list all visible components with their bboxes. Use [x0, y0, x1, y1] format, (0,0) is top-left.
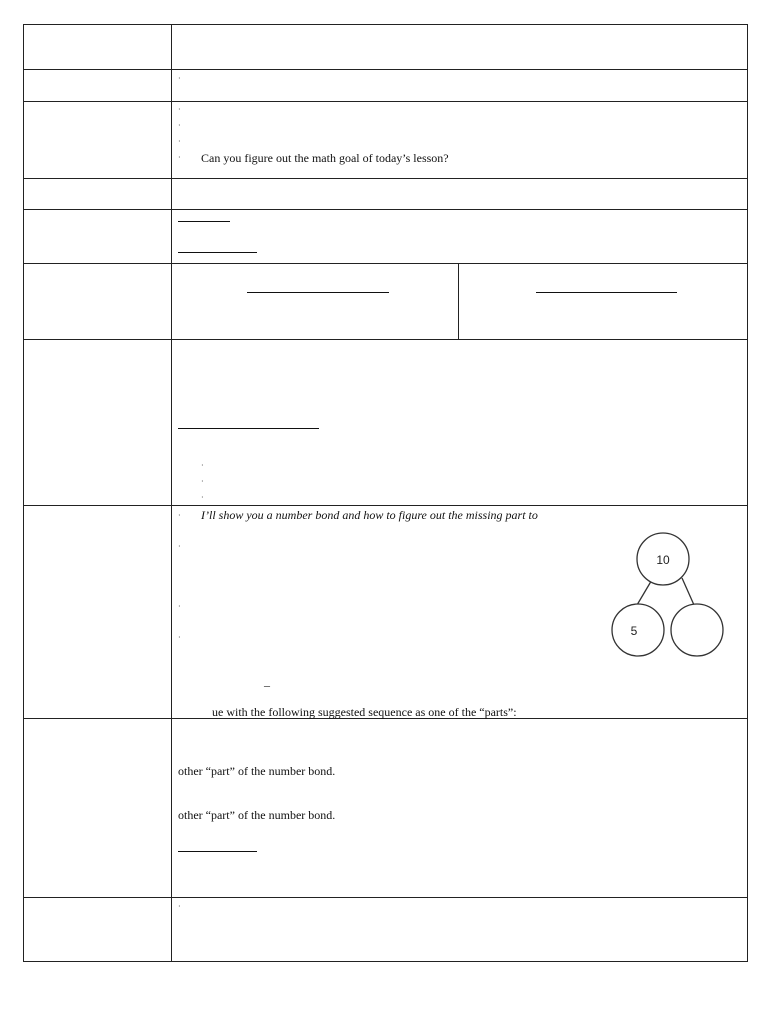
- missing-part-circle[interactable]: [671, 604, 723, 656]
- lesson-goal-question: Can you figure out the math goal of today’s lesson?: [201, 151, 449, 165]
- whole-value: 10: [656, 553, 670, 567]
- dash-mark: –: [264, 678, 270, 692]
- known-part-circle: [612, 604, 664, 656]
- bullet: ·: [201, 461, 204, 470]
- bullet: ·: [178, 511, 181, 520]
- bullet: ·: [201, 477, 204, 486]
- row-divider: [23, 209, 748, 210]
- table-border-top: [23, 24, 748, 25]
- bullet: ·: [201, 493, 204, 502]
- row-divider: [23, 263, 748, 264]
- row-divider: [23, 897, 748, 898]
- split-cell-divider: [458, 263, 459, 340]
- sequence-instruction: ue with the following suggested sequence as one of the “parts”:: [212, 705, 517, 719]
- blank-underline: [178, 428, 319, 429]
- column-divider: [171, 24, 172, 962]
- blank-underline: [178, 221, 230, 222]
- number-bond-part-line: other “part” of the number bond.: [178, 764, 336, 778]
- row-divider: [23, 69, 748, 70]
- blank-underline: [178, 252, 257, 253]
- table-border-right: [747, 24, 748, 962]
- table-border-left: [23, 24, 24, 962]
- number-bond-diagram: [608, 532, 728, 662]
- blank-underline: [536, 292, 677, 293]
- bullet: ·: [178, 153, 181, 162]
- number-bond-intro: I’ll show you a number bond and how to figure out the missing part to: [201, 508, 538, 522]
- number-bond-part-line: other “part” of the number bond.: [178, 808, 336, 822]
- bullet: ·: [178, 121, 181, 130]
- known-part-value: 5: [630, 624, 638, 638]
- bullet: ·: [178, 602, 181, 611]
- table-border-bottom: [23, 961, 748, 962]
- bullet: ·: [178, 902, 181, 911]
- bond-connector: [682, 578, 694, 605]
- bullet: ·: [178, 74, 181, 83]
- row-divider: [23, 339, 748, 340]
- row-divider: [23, 101, 748, 102]
- bullet: ·: [178, 633, 181, 642]
- blank-underline: [247, 292, 389, 293]
- row-divider: [23, 505, 748, 506]
- bullet: ·: [178, 105, 181, 114]
- row-divider: [23, 178, 748, 179]
- bullet: ·: [178, 137, 181, 146]
- blank-underline: [178, 851, 257, 852]
- bullet: ·: [178, 542, 181, 551]
